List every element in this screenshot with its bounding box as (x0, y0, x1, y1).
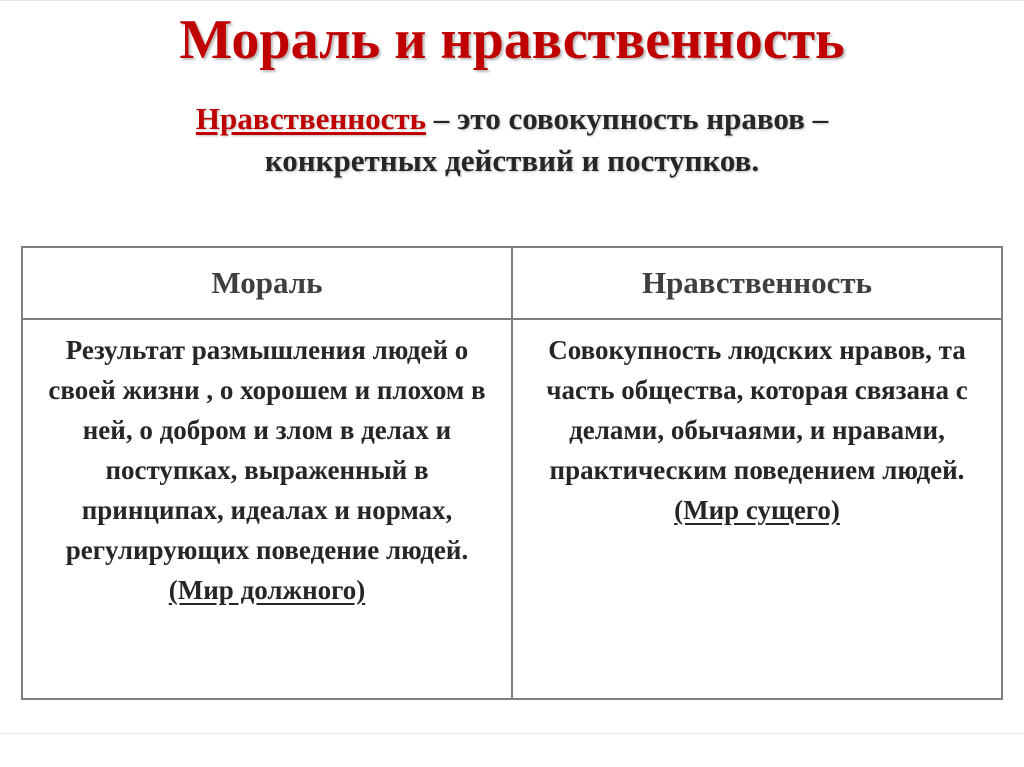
table-row (22, 319, 1002, 699)
definition (40, 98, 984, 182)
morality-world-label: (Мир должного) (168, 575, 366, 605)
comparison-table (21, 246, 1003, 700)
page-title: Мораль и нравственность (179, 9, 845, 71)
slide-bottom-border (0, 733, 1024, 734)
definition-term: Нравственность (195, 101, 426, 136)
ethics-world-label: (Мир сущего) (674, 495, 840, 525)
slide-top-border (0, 0, 1024, 1)
cell-morality (22, 319, 512, 699)
header-morality: Мораль (22, 247, 512, 319)
definition-text-line2: конкретных действий и поступков. (264, 143, 760, 178)
morality-description: Результат размышления людей о своей жизни , о хорошем и плохом в ней, о добром и злом в делах и поступках, выраженный в принципах, идеалах и нормах, регулирующих поведение людей. (48, 335, 486, 565)
cell-ethics (512, 319, 1002, 699)
header-ethics: Нравственность (512, 247, 1002, 319)
ethics-description: Совокупность людских нравов, та часть общества, которая связана с делами, обычаями, и нравами, практическим поведением людей. (546, 335, 968, 485)
definition-text-line1: – это совокупность нравов – (425, 101, 829, 136)
table-header-row (22, 247, 1002, 319)
